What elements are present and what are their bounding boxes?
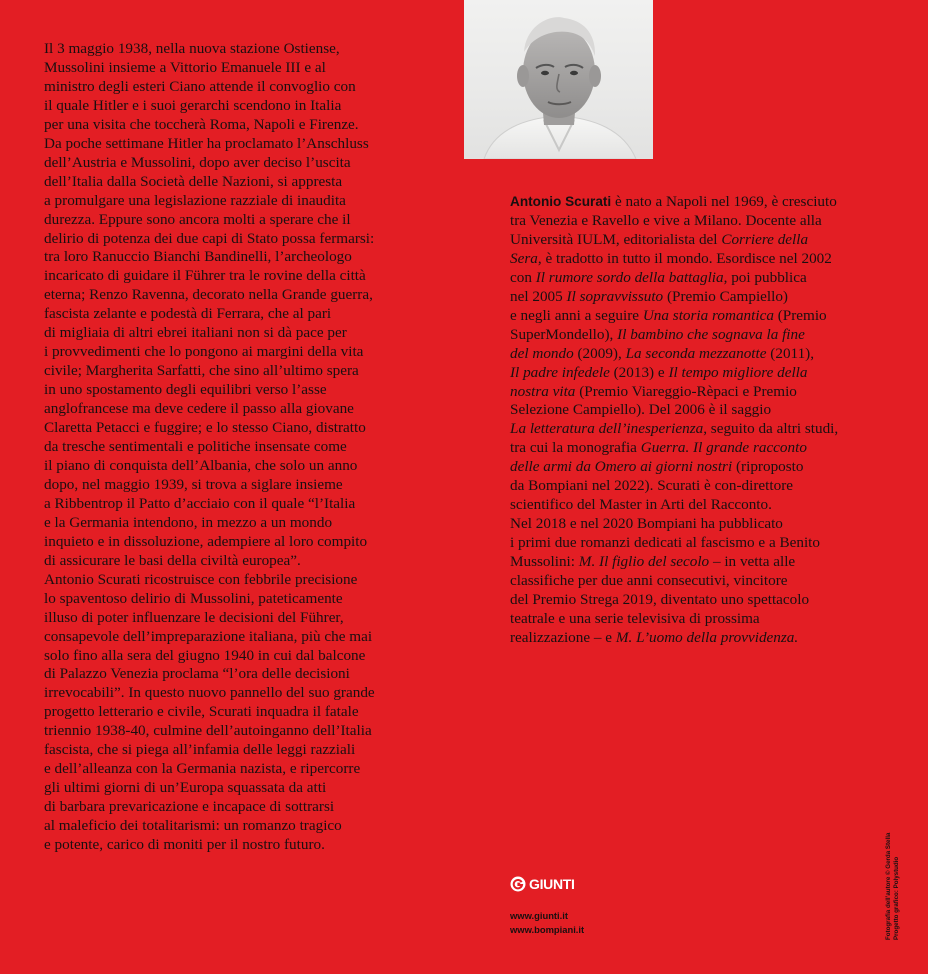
bio-text: Università IULM, editorialista del xyxy=(510,230,722,248)
bio-text: teatrale e una serie televisiva di prossima xyxy=(510,609,760,627)
synopsis-line: durezza. Eppure sono ancora molti a sperare che il xyxy=(44,210,351,228)
synopsis-line: il quale Hitler e i suoi gerarchi scendono in Italia xyxy=(44,96,342,114)
bio-line xyxy=(510,591,890,610)
bio-text: Selezione Campiello). Del 2006 è il saggio xyxy=(510,401,772,419)
giunti-website-link[interactable]: www.giunti.it xyxy=(510,910,568,921)
bio-text: tra cui la monografia xyxy=(510,439,641,457)
bio-title-italic: Guerra. Il grande racconto xyxy=(640,439,807,457)
synopsis-line: i provvedimenti che lo pongono ai margini della vita xyxy=(44,343,364,361)
bio-line xyxy=(510,553,890,572)
synopsis-line: civile; Margherita Sarfatti, che sino all’ultimo spera xyxy=(44,362,359,380)
bio-text: (2009), xyxy=(573,344,626,362)
bio-line xyxy=(510,269,890,288)
bio-title-italic: La seconda mezzanotte xyxy=(625,344,767,362)
synopsis-line: anglofrancese ma deve cedere il passo alla giovane xyxy=(44,400,354,418)
bio-line xyxy=(510,193,890,212)
bio-title-italic: Il bambino che sognava la fine xyxy=(617,325,805,343)
synopsis-line: delirio di potenza dei due capi di Stato possa fermarsi: xyxy=(44,229,375,247)
bio-text: classifiche per due anni consecutivi, vincitore xyxy=(510,572,788,590)
author-name: Antonio Scurati xyxy=(510,194,612,209)
bio-title-italic: Corriere della xyxy=(721,230,809,248)
bio-title-italic: M. Il figlio del secolo xyxy=(578,553,710,571)
bio-text: i primi due romanzi dedicati al fascismo e a Benito xyxy=(510,534,820,552)
bio-line xyxy=(510,515,890,534)
synopsis-line: triennio 1938-40, culmine dell’autoinganno dell’Italia xyxy=(44,722,372,740)
bio-line xyxy=(510,477,890,496)
bio-text: del Premio Strega 2019, diventato uno spettacolo xyxy=(510,591,810,609)
publisher-logo xyxy=(510,876,575,892)
synopsis-line: per una visita che toccherà Roma, Napoli e Firenze. xyxy=(44,115,359,133)
synopsis-line: a promulgare una legislazione razziale di inaudita xyxy=(44,191,346,209)
synopsis-line: di assicurare le basi della civiltà europea”. xyxy=(44,551,301,569)
synopsis-line: gli ultimi giorni di un’Europa squassata da atti xyxy=(44,779,327,797)
bio-text: , è tradotto in tutto il mondo. Esordisce nel 2002 xyxy=(537,249,832,267)
photo-credit: Fotografia dell’autore © Gerda Stella xyxy=(885,832,892,940)
bio-text: Nel 2018 e nel 2020 Bompiani ha pubblicato xyxy=(510,515,783,533)
bio-text: SuperMondello), xyxy=(510,325,618,343)
synopsis-line: dopo, nel maggio 1939, si trova a siglare insieme xyxy=(44,475,343,493)
bio-line xyxy=(510,326,890,345)
bio-text: realizzazione – e xyxy=(510,628,616,646)
synopsis-line: dell’Italia dalla Società delle Nazioni, si appresta xyxy=(44,172,343,190)
bio-line xyxy=(510,212,890,231)
bio-title-italic: M. L’uomo della provvidenza. xyxy=(615,628,799,646)
bio-line xyxy=(510,439,890,458)
synopsis-line: incaricato di guidare il Führer tra le rovine della città xyxy=(44,267,366,285)
design-credit: Progetto grafico: Polystudio xyxy=(893,856,900,940)
synopsis-line: ministro degli esteri Ciano attende il convoglio con xyxy=(44,77,356,95)
bio-text: nel 2005 xyxy=(510,287,567,305)
synopsis-line: il piano di conquista dell’Albania, che solo un anno xyxy=(44,456,358,474)
synopsis-line: fascista, che si piega all’infamia delle leggi razziali xyxy=(44,741,356,759)
bio-text: da Bompiani nel 2022). Scurati è con-direttore xyxy=(510,477,793,495)
synopsis-line: inquieto e in dissoluzione, adempiere al loro compito xyxy=(44,532,368,550)
bio-text: (2011), xyxy=(766,344,815,362)
synopsis-line: Antonio Scurati ricostruisce con febbrile precisione xyxy=(44,570,358,588)
bio-text: , seguito da altri studi, xyxy=(703,420,839,438)
synopsis-line: da tresche sentimentali e politiche insensate come xyxy=(44,438,347,456)
bio-title-italic: Il padre infedele xyxy=(510,363,610,381)
bio-line xyxy=(510,458,890,477)
bio-line xyxy=(510,364,890,383)
bio-text: (Premio Viareggio-Rèpaci e Premio xyxy=(575,382,797,400)
synopsis-line: eterna; Renzo Ravenna, decorato nella Grande guerra, xyxy=(44,286,373,304)
synopsis-line: al maleficio dei totalitarismi: un romanzo tragico xyxy=(44,817,342,835)
bio-text: è nato a Napoli nel 1969, è cresciuto xyxy=(611,193,837,210)
bio-title-italic: Il sopravvissuto xyxy=(566,287,664,305)
bio-line xyxy=(510,307,890,326)
synopsis-line: dell’Austria e Mussolini, dopo aver deciso l’uscita xyxy=(44,153,351,171)
bio-line xyxy=(510,288,890,307)
bio-line xyxy=(510,629,890,648)
synopsis-line: lo spaventoso delirio di Mussolini, pateticamente xyxy=(44,589,343,607)
synopsis-line: di migliaia di altri ebrei italiani non si dà pace per xyxy=(44,324,347,342)
bio-title-italic: Il tempo migliore della xyxy=(668,363,808,381)
bio-line xyxy=(510,231,890,250)
synopsis-line: Mussolini insieme a Vittorio Emanuele III e al xyxy=(44,58,326,76)
bio-text: Mussolini: xyxy=(510,553,579,571)
bio-text: e negli anni a seguire xyxy=(510,306,643,324)
bio-title-italic: La letteratura dell’inesperienza xyxy=(510,420,704,438)
publisher-name: GIUNTI xyxy=(529,876,575,892)
synopsis-line: di barbara prevaricazione e incapace di sottrarsi xyxy=(44,798,335,816)
synopsis-line: solo fino alla sera del giugno 1940 in cui dal balcone xyxy=(44,646,366,664)
synopsis-line: e potente, carico di moniti per il nostro futuro. xyxy=(44,836,325,854)
author-bio xyxy=(510,193,890,648)
bio-line xyxy=(510,534,890,553)
synopsis-line: e la Germania intendono, in mezzo a un mondo xyxy=(44,513,333,531)
synopsis-line: fascista zelante e podestà di Ferrara, che al pari xyxy=(44,305,332,323)
publisher-links xyxy=(510,909,584,937)
author-portrait-image xyxy=(464,0,653,159)
bio-title-italic: nostra vita xyxy=(510,382,576,400)
synopsis-line: in uno spostamento degli equilibri verso l’asse xyxy=(44,381,327,399)
synopsis-line: di Palazzo Venezia proclama “l’ora delle decisioni xyxy=(44,665,350,683)
bio-text: (Premio Campiello) xyxy=(663,287,788,305)
synopsis-line: e dell’alleanza con la Germania nazista, e ripercorre xyxy=(44,760,361,778)
bio-line xyxy=(510,496,890,515)
bio-text: , poi pubblica xyxy=(723,268,807,286)
bio-title-italic: Il rumore sordo della battaglia xyxy=(535,268,724,286)
bio-text: – in vetta alle xyxy=(709,553,796,571)
synopsis-line: Il 3 maggio 1938, nella nuova stazione Ostiense, xyxy=(44,40,340,57)
giunti-g-icon xyxy=(510,876,526,892)
image-credits xyxy=(885,833,901,940)
synopsis-line: Claretta Petacci e fuggire; e lo stesso Ciano, distratto xyxy=(44,419,366,437)
bio-title-italic: del mondo xyxy=(510,344,574,362)
bio-line xyxy=(510,401,890,420)
bio-title-italic: Sera xyxy=(510,249,538,267)
bio-line xyxy=(510,345,890,364)
bio-line xyxy=(510,383,890,402)
bio-text: (Premio xyxy=(773,306,827,324)
synopsis-line: consapevole dell’impreparazione italiana, più che mai xyxy=(44,627,373,645)
bio-line xyxy=(510,250,890,269)
bio-title-italic: Una storia romantica xyxy=(642,306,774,324)
bio-title-italic: delle armi da Omero ai giorni nostri xyxy=(510,458,733,476)
synopsis-line: illuso di poter influenzare le decisioni del Führer, xyxy=(44,608,344,626)
bio-text: tra Venezia e Ravello e vive a Milano. Docente alla xyxy=(510,211,822,229)
synopsis-line: progetto letterario e civile, Scurati inquadra il fatale xyxy=(44,703,359,721)
synopsis-line: irrevocabili”. In questo nuovo pannello del suo grande xyxy=(44,684,375,702)
synopsis-line: a Ribbentrop il Patto d’acciaio con il quale “l’Italia xyxy=(44,494,356,512)
synopsis-text xyxy=(44,40,424,855)
bio-line xyxy=(510,610,890,629)
bio-text: (2013) e xyxy=(609,363,669,381)
bompiani-website-link[interactable]: www.bompiani.it xyxy=(510,924,585,935)
bio-line xyxy=(510,420,890,439)
bio-text: con xyxy=(510,268,536,286)
author-photo xyxy=(464,0,653,159)
bio-text: scientifico del Master in Arti del Racconto. xyxy=(510,496,772,514)
synopsis-line: tra loro Ranuccio Bianchi Bandinelli, l’archeologo xyxy=(44,248,352,266)
bio-line xyxy=(510,572,890,591)
bio-text: (riproposto xyxy=(732,458,804,476)
synopsis-line: Da poche settimane Hitler ha proclamato l’Anschluss xyxy=(44,134,369,152)
